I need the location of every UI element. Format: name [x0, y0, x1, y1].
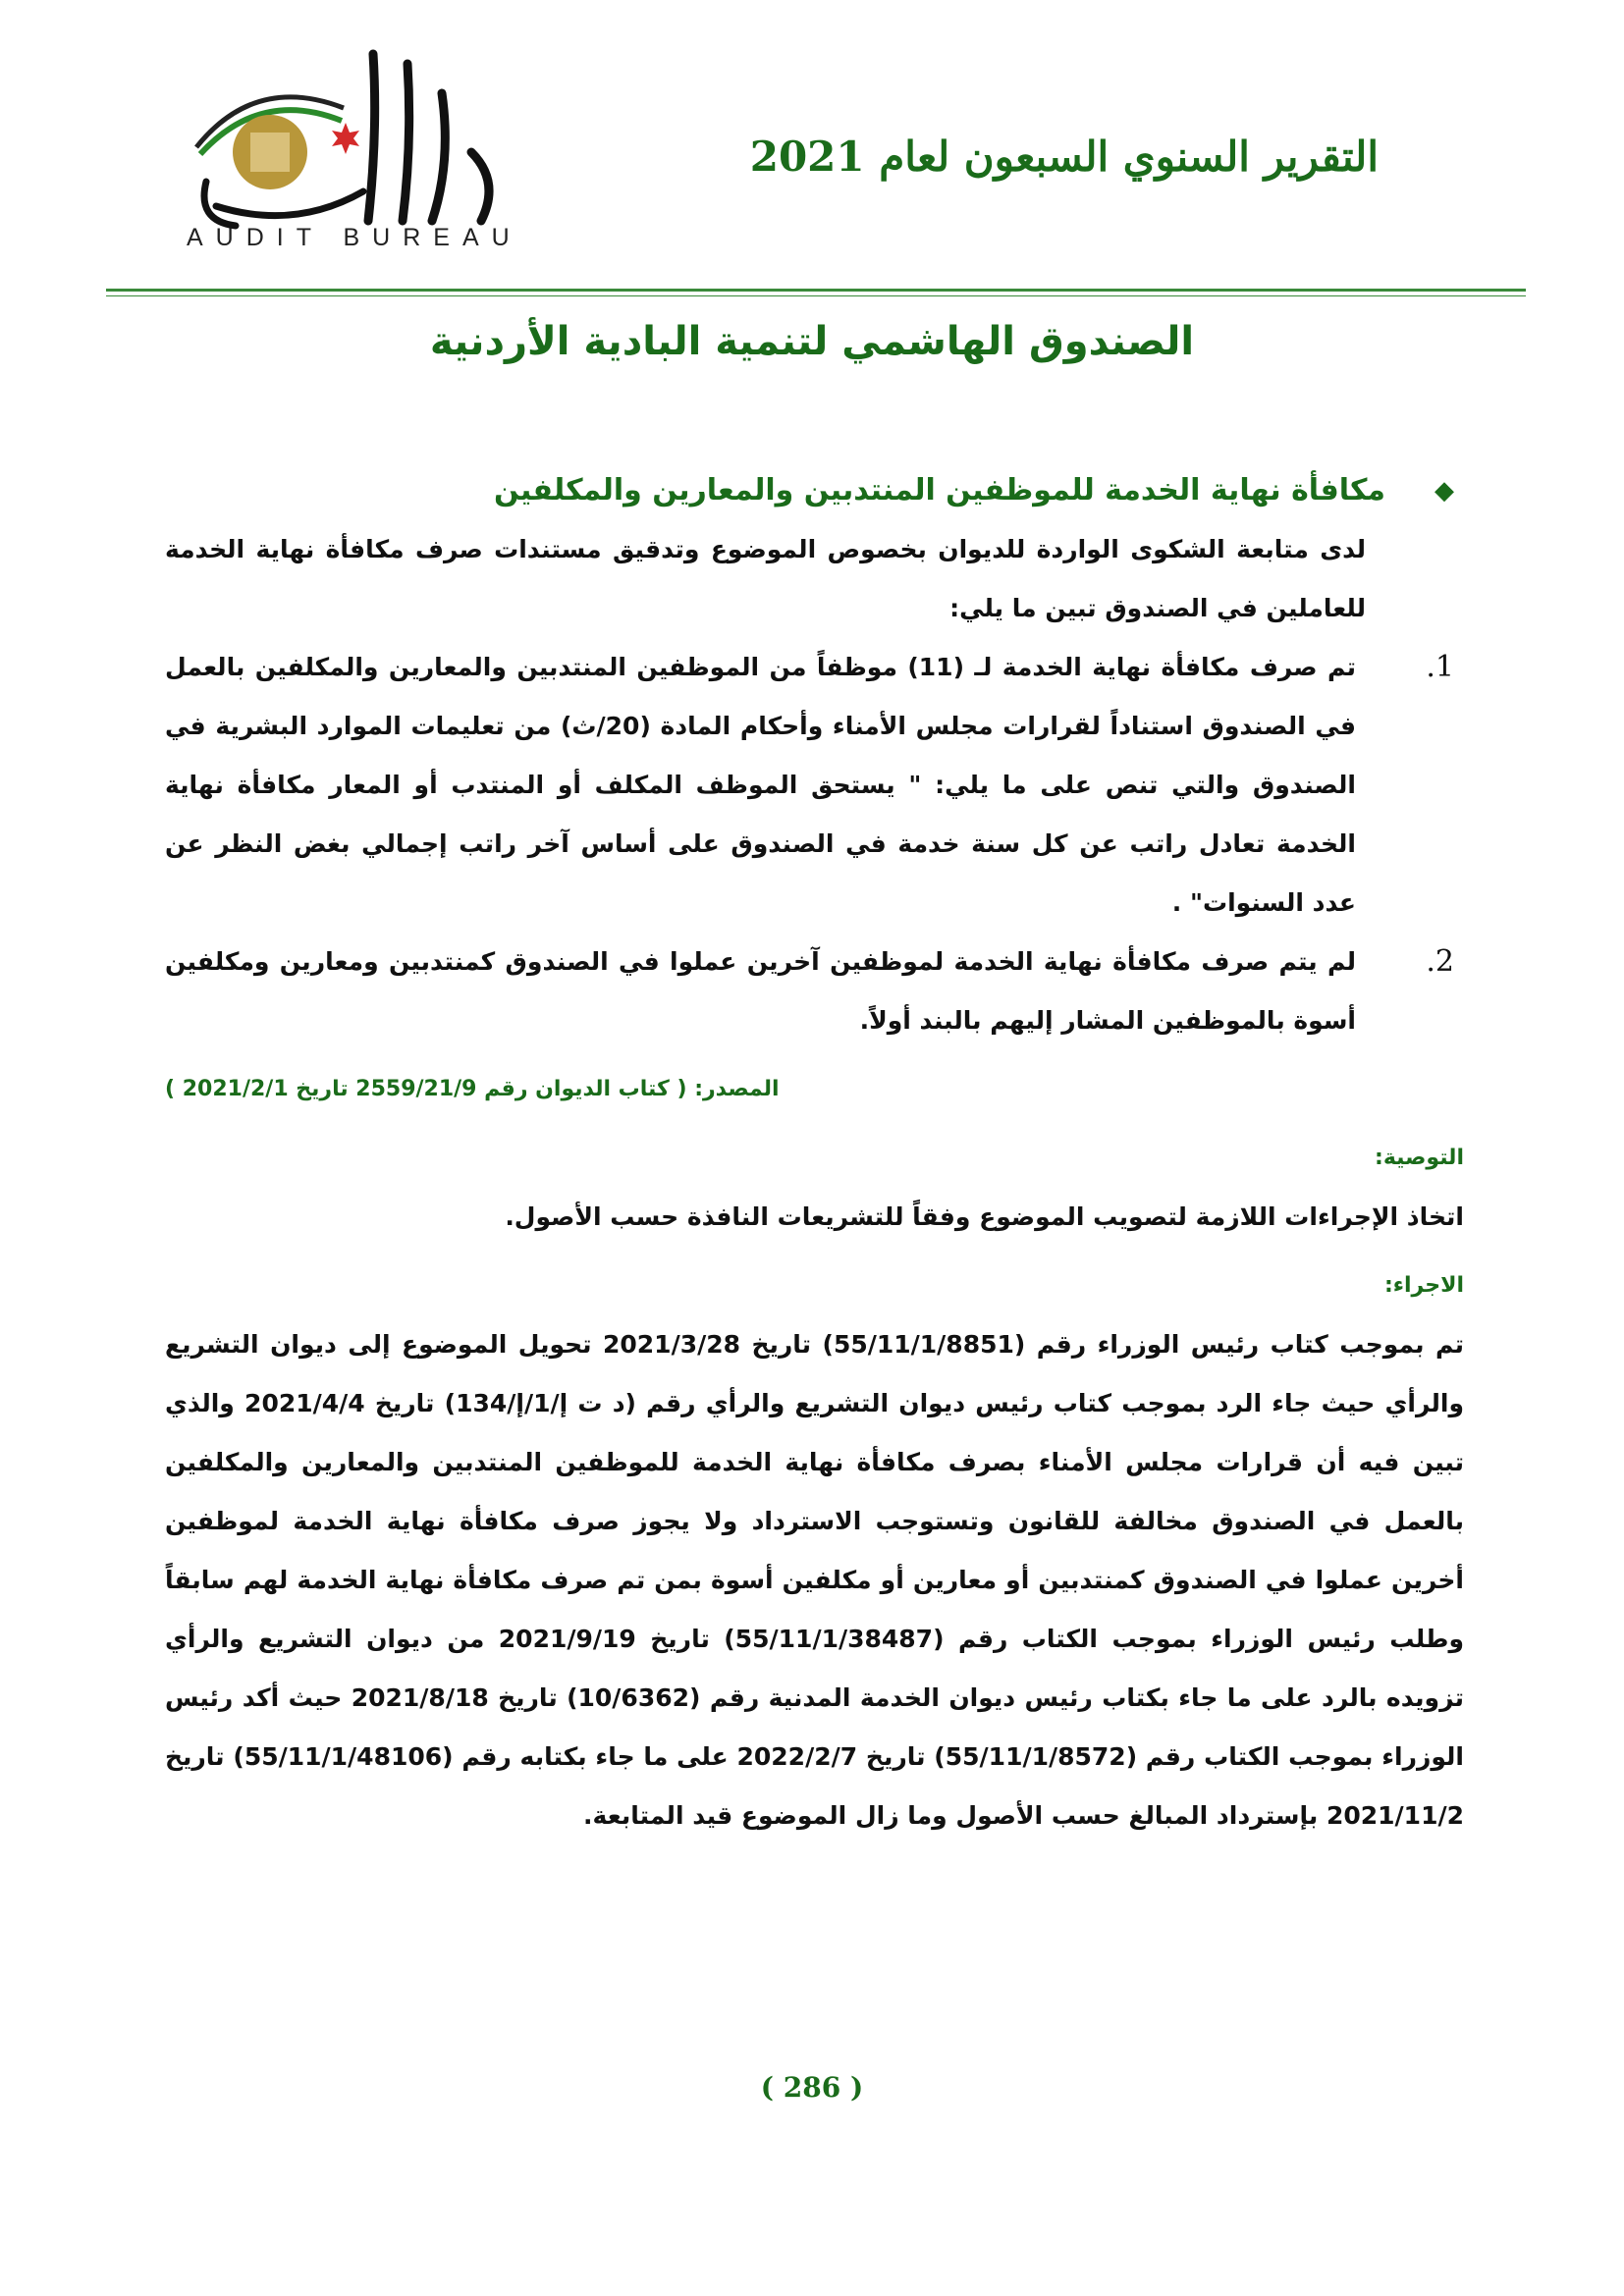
procedure-label: الاجراء: [1383, 1273, 1464, 1298]
recommendation-text: اتخاذ الإجراءات اللازمة لتصويب الموضوع وفقاً للتشريعات النافذة حسب الأصول. [505, 1202, 1464, 1231]
section-heading-text: مكافأة نهاية الخدمة للموظفين المنتدبين والمعارين والمكلفين [493, 473, 1385, 507]
recommendation-label: التوصية: [1375, 1146, 1464, 1170]
item-number: 1. [1426, 650, 1454, 684]
page-number: ( 286 ) [760, 2071, 864, 2104]
list-item [165, 933, 1464, 1050]
procedure-text: تم بموجب كتاب رئيس الوزراء رقم (55/11/1/8851) تاريخ 2021/3/28 تحويل الموضوع إلى ديوان التشريع والرأي حيث جاء الرد بموجب كتاب رئيس ديوان التشريع والرأي رقم (د ت إ/1/إ/134) تاريخ 2021/4/4 والذي تبين فيه أن قرارات مجلس الأمناء بصرف مكافأة نهاية الخدمة للموظفين المنتدبين والمعارين والمكلفين بالعمل في الصندوق مخالفة للقانون وتستوجب الاسترداد ولا يجوز صرف مكافأة نهاية الخدمة لموظفين أخرين عملوا في الصندوق كمنتدبين أو معارين أو مكلفين أسوة بمن تم صرف مكافأة نهاية الخدمة لهم سابقاً وطلب رئيس الوزراء بموجب الكتاب رقم (55/11/1/38487) تاريخ 2021/9/19 من ديوان التشريع والرأي تزويده بالرد على ما جاء بكتاب رئيس ديوان الخدمة المدنية رقم (10/6362) تاريخ 2021/8/18 حيث أكد رئيس الوزراء بموجب الكتاب رقم (55/11/1/8572) تاريخ 2022/2/7 على ما جاء بكتابه رقم (55/11/1/48106) تاريخ 2021/11/2 بإسترداد المبالغ حسب الأصول وما زال الموضوع قيد المتابعة. [165, 1330, 1465, 1830]
item-text: تم صرف مكافأة نهاية الخدمة لـ (11) موظفاً من الموظفين المنتدبين والمعارين والمكلفين بالعمل في الصندوق استناداً لقرارات مجلس الأمناء وأحكام المادة (20/ث) من تعليمات الموارد البشرية في الصندوق والتي تنص على ما يلي: " يستحق الموظف المكلف أو المنتدب أو المعار مكافأة نهاية الخدمة تعادل راتب عن كل سنة خدمة في الصندوق على أساس آخر راتب إجمالي بغض النظر عن عدد السنوات" . [165, 653, 1356, 917]
page-title: الصندوق الهاشمي لتنمية البادية الأردنية [429, 319, 1195, 364]
logo-text: AUDIT BUREAU [187, 224, 522, 251]
item-text: لم يتم صرف مكافأة نهاية الخدمة لموظفين آخرين عملوا في الصندوق كمنتدبين ومعارين ومكلفين أسوة بالموظفين المشار إليهم بالبند أولاً. [165, 947, 1356, 1035]
section-heading [165, 461, 1454, 520]
item-number: 2. [1426, 944, 1454, 979]
report-title: التقرير السنوي السبعون لعام 2021 [749, 133, 1379, 181]
source-reference: المصدر: ( كتاب الديوان رقم 2559/21/9 تاريخ 2021/2/1 ) [165, 1077, 780, 1101]
diamond-bullet-icon: ◆ [1435, 476, 1454, 506]
intro-paragraph: لدى متابعة الشكوى الواردة للديوان بخصوص الموضوع وتدقيق مستندات صرف مكافأة نهاية الخدمة للعاملين في الصندوق تبين ما يلي: [165, 535, 1366, 622]
report-body [165, 461, 1464, 1845]
list-item [165, 638, 1464, 933]
header-divider [106, 289, 1526, 296]
